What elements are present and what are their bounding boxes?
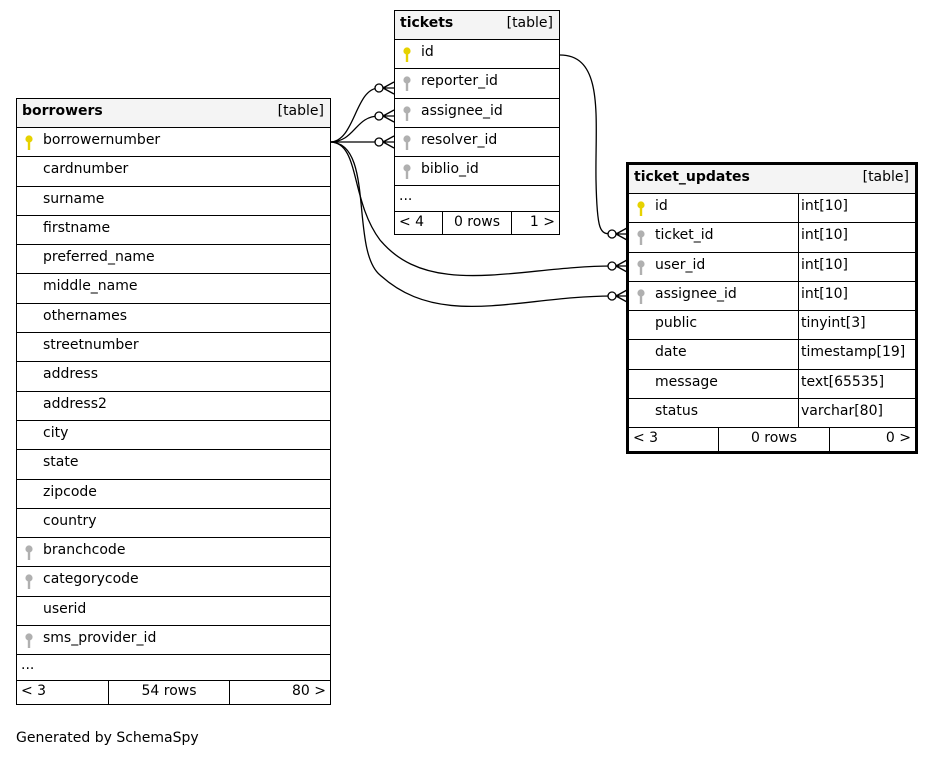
- column-row-sms-provider-id[interactable]: [17, 626, 330, 655]
- row-count: 54 rows: [109, 681, 230, 704]
- primary-key-icon: [401, 46, 413, 64]
- children-count[interactable]: 1 >: [529, 214, 555, 231]
- foreign-key-icon: [401, 134, 413, 152]
- table-type: [table]: [862, 169, 909, 185]
- column-row-userid[interactable]: [17, 597, 330, 626]
- column-row-address2[interactable]: [17, 392, 330, 421]
- column-name: streetnumber: [43, 337, 139, 354]
- table-name: tickets: [400, 15, 454, 31]
- column-name: preferred_name: [43, 249, 155, 266]
- column-divider: [798, 399, 799, 427]
- ellipsis: ...: [21, 657, 35, 674]
- ellipsis: ...: [399, 188, 413, 205]
- children-count[interactable]: 0 >: [885, 430, 911, 447]
- column-row-firstname[interactable]: [17, 216, 330, 245]
- column-name: userid: [43, 600, 87, 617]
- column-row-status[interactable]: [629, 399, 915, 428]
- relation-borrowers-assignee: [330, 116, 379, 142]
- parents-count[interactable]: < 4: [395, 212, 443, 235]
- column-divider: [798, 311, 799, 339]
- column-name: city: [43, 424, 69, 441]
- table-footer: [629, 428, 915, 451]
- column-row-biblio-id[interactable]: [395, 157, 559, 186]
- column-row-message[interactable]: [629, 370, 915, 399]
- column-name: address2: [43, 395, 107, 412]
- column-row-categorycode[interactable]: [17, 567, 330, 596]
- column-type: int[10]: [801, 227, 848, 244]
- column-divider: [798, 223, 799, 251]
- table-tickets[interactable]: [394, 10, 560, 235]
- column-row-id[interactable]: [629, 194, 915, 223]
- column-row-public[interactable]: [629, 311, 915, 340]
- column-type: tinyint[3]: [801, 315, 866, 332]
- column-divider: [798, 282, 799, 310]
- column-name: ticket_id: [655, 227, 714, 244]
- column-name: branchcode: [43, 542, 126, 559]
- column-name: categorycode: [43, 571, 139, 588]
- column-name: message: [655, 373, 718, 390]
- foreign-key-icon: [401, 105, 413, 123]
- column-name: status: [655, 403, 699, 420]
- column-name: reporter_id: [421, 73, 498, 90]
- primary-key-icon: [635, 200, 647, 218]
- table-header: [17, 99, 330, 128]
- table-name: ticket_updates: [634, 169, 750, 185]
- column-type: timestamp[19]: [801, 344, 906, 361]
- column-name: assignee_id: [421, 102, 503, 119]
- column-name: sms_provider_id: [43, 630, 157, 647]
- foreign-key-icon: [635, 229, 647, 247]
- column-name: state: [43, 454, 79, 471]
- foreign-key-icon: [635, 288, 647, 306]
- relation-tickets-ticket: [560, 55, 612, 234]
- table-borrowers[interactable]: [16, 98, 331, 705]
- column-divider: [798, 194, 799, 222]
- column-name: country: [43, 512, 97, 529]
- more-columns: [17, 655, 330, 681]
- column-row-middle-name[interactable]: [17, 274, 330, 303]
- table-header: [629, 165, 915, 194]
- column-type: int[10]: [801, 198, 848, 214]
- column-row-branchcode[interactable]: [17, 538, 330, 567]
- foreign-key-icon: [23, 544, 35, 562]
- column-row-zipcode[interactable]: [17, 480, 330, 509]
- column-name: assignee_id: [655, 285, 737, 302]
- column-row-assignee-id[interactable]: [395, 99, 559, 128]
- column-row-country[interactable]: [17, 509, 330, 538]
- column-type: int[10]: [801, 285, 848, 302]
- column-name: borrowernumber: [43, 132, 161, 148]
- column-row-city[interactable]: [17, 421, 330, 450]
- column-name: cardnumber: [43, 161, 129, 178]
- parents-count[interactable]: < 3: [17, 681, 109, 704]
- column-name: date: [655, 344, 687, 361]
- column-row-streetnumber[interactable]: [17, 333, 330, 362]
- column-name: resolver_id: [421, 131, 498, 148]
- row-count: 0 rows: [719, 428, 830, 451]
- foreign-key-icon: [401, 163, 413, 181]
- column-row-date[interactable]: [629, 340, 915, 369]
- relation-borrowers-reporter: [330, 88, 379, 142]
- foreign-key-icon: [635, 259, 647, 277]
- foreign-key-icon: [23, 573, 35, 591]
- column-type: varchar[80]: [801, 403, 883, 420]
- column-name: address: [43, 366, 99, 383]
- column-name: public: [655, 315, 698, 332]
- column-row-cardnumber[interactable]: [17, 157, 330, 186]
- column-name: id: [421, 44, 434, 60]
- row-count: 0 rows: [443, 212, 512, 235]
- column-type: text[65535]: [801, 373, 885, 390]
- foreign-key-icon: [401, 75, 413, 93]
- table-name: borrowers: [22, 103, 103, 119]
- column-name: firstname: [43, 219, 111, 236]
- column-name: middle_name: [43, 278, 138, 295]
- column-row-borrowernumber[interactable]: [17, 128, 330, 157]
- column-row-assignee-id[interactable]: [629, 282, 915, 311]
- column-row-othernames[interactable]: [17, 304, 330, 333]
- column-name: biblio_id: [421, 161, 479, 178]
- column-type: int[10]: [801, 256, 848, 273]
- column-divider: [798, 340, 799, 368]
- column-name: zipcode: [43, 483, 97, 500]
- column-divider: [798, 253, 799, 281]
- column-divider: [798, 370, 799, 398]
- foreign-key-icon: [23, 632, 35, 650]
- primary-key-icon: [23, 134, 35, 152]
- column-row-state[interactable]: [17, 450, 330, 479]
- parents-count[interactable]: < 3: [629, 428, 719, 451]
- column-row-address[interactable]: [17, 362, 330, 391]
- column-name: surname: [43, 190, 105, 207]
- generated-by-credit: Generated by SchemaSpy: [16, 730, 199, 746]
- column-row-surname[interactable]: [17, 187, 330, 216]
- column-row-resolver-id[interactable]: [395, 128, 559, 157]
- column-name: othernames: [43, 307, 128, 324]
- table-footer: [395, 212, 559, 235]
- table-header: [395, 11, 559, 40]
- column-name: user_id: [655, 256, 706, 273]
- column-name: id: [655, 198, 668, 214]
- table-footer: [17, 681, 330, 704]
- more-columns: [395, 186, 559, 212]
- column-row-preferred-name[interactable]: [17, 245, 330, 274]
- column-row-reporter-id[interactable]: [395, 69, 559, 98]
- table-type: [table]: [277, 103, 324, 119]
- table-ticket-updates[interactable]: [626, 162, 918, 454]
- table-type: [table]: [506, 15, 553, 31]
- children-count[interactable]: 80 >: [292, 683, 326, 700]
- column-row-ticket-id[interactable]: [629, 223, 915, 252]
- column-row-user-id[interactable]: [629, 253, 915, 282]
- column-row-id[interactable]: [395, 40, 559, 69]
